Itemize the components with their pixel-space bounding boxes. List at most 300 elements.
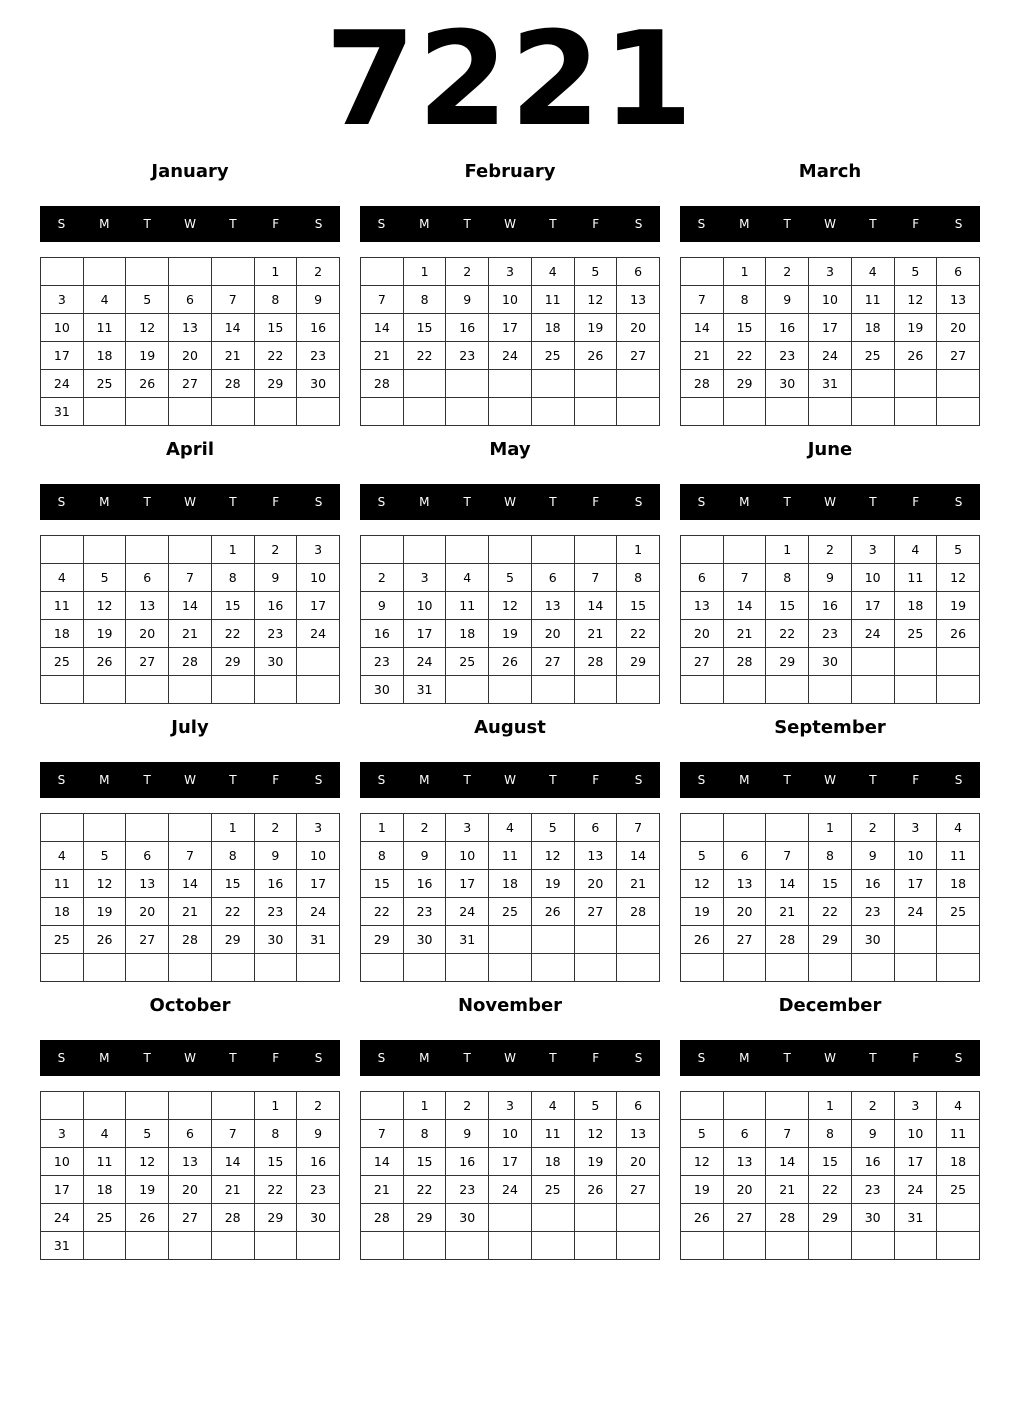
day-cell: 7 <box>574 564 617 592</box>
day-cell: 28 <box>766 1204 809 1232</box>
day-cell: 27 <box>937 342 980 370</box>
month-name: November <box>457 995 563 1016</box>
weekday-label: W <box>504 773 516 787</box>
day-cell: 22 <box>723 342 766 370</box>
day-cell: 28 <box>361 1204 404 1232</box>
day-cell <box>681 676 724 704</box>
weekday-label: T <box>869 495 877 509</box>
week-row <box>361 870 660 898</box>
day-cell <box>489 926 532 954</box>
day-cell: 9 <box>361 592 404 620</box>
day-cell: 16 <box>851 870 894 898</box>
day-cell: 7 <box>169 842 212 870</box>
day-cell <box>361 258 404 286</box>
week-row <box>681 314 980 342</box>
day-cell: 5 <box>681 842 724 870</box>
day-cell: 2 <box>254 536 297 564</box>
day-cell: 19 <box>574 1148 617 1176</box>
day-cell: 13 <box>617 1120 660 1148</box>
day-cell <box>574 1232 617 1260</box>
weekday-label: S <box>634 217 643 231</box>
week-row <box>41 286 340 314</box>
day-cell: 7 <box>766 1120 809 1148</box>
day-cell <box>126 1232 169 1260</box>
week-row <box>41 314 340 342</box>
week-row <box>41 1120 340 1148</box>
day-cell <box>937 370 980 398</box>
day-cell: 27 <box>723 1204 766 1232</box>
week-row <box>361 536 660 564</box>
day-cell: 11 <box>446 592 489 620</box>
weekday-label: F <box>592 495 600 509</box>
day-cell <box>681 1232 724 1260</box>
day-cell <box>297 954 340 982</box>
day-cell: 20 <box>617 1148 660 1176</box>
day-cell <box>809 398 852 426</box>
day-cell <box>254 676 297 704</box>
day-cell: 23 <box>851 1176 894 1204</box>
day-cell: 26 <box>489 648 532 676</box>
day-cell: 9 <box>446 286 489 314</box>
day-cell <box>531 398 574 426</box>
day-cell: 13 <box>937 286 980 314</box>
day-cell: 27 <box>617 1176 660 1204</box>
day-cell: 8 <box>211 564 254 592</box>
day-cell: 8 <box>403 1120 446 1148</box>
day-cell: 11 <box>531 1120 574 1148</box>
day-cell: 24 <box>446 898 489 926</box>
day-cell: 30 <box>297 370 340 398</box>
day-cell: 15 <box>211 592 254 620</box>
day-cell <box>681 814 724 842</box>
day-cell: 19 <box>489 620 532 648</box>
day-cell: 22 <box>809 1176 852 1204</box>
day-cell: 4 <box>531 258 574 286</box>
day-cell: 19 <box>681 898 724 926</box>
day-cell <box>83 1092 126 1120</box>
day-cell: 19 <box>126 342 169 370</box>
day-cell: 1 <box>766 536 809 564</box>
weekday-label: S <box>314 217 323 231</box>
day-cell: 1 <box>211 536 254 564</box>
week-row <box>681 592 980 620</box>
day-cell: 4 <box>894 536 937 564</box>
day-cell: 25 <box>41 648 84 676</box>
day-cell: 4 <box>446 564 489 592</box>
day-cell: 16 <box>766 314 809 342</box>
weekday-header <box>360 762 660 798</box>
week-row <box>41 676 340 704</box>
weekday-label: M <box>99 1051 110 1065</box>
day-cell <box>41 676 84 704</box>
weekday-label: F <box>912 1051 920 1065</box>
day-cell <box>41 814 84 842</box>
day-cell: 8 <box>766 564 809 592</box>
day-cell: 5 <box>126 286 169 314</box>
week-row <box>681 648 980 676</box>
day-cell <box>297 648 340 676</box>
day-cell <box>723 1232 766 1260</box>
day-cell: 6 <box>126 842 169 870</box>
week-row <box>681 370 980 398</box>
week-row <box>41 842 340 870</box>
day-cell <box>446 398 489 426</box>
weekday-label: S <box>697 1051 706 1065</box>
week-row <box>41 1148 340 1176</box>
day-cell <box>809 676 852 704</box>
day-cell: 1 <box>403 258 446 286</box>
weekday-label: W <box>504 217 516 231</box>
day-cell: 31 <box>403 676 446 704</box>
day-cell: 9 <box>851 842 894 870</box>
day-cell: 18 <box>83 342 126 370</box>
weekday-label: T <box>549 773 557 787</box>
week-row <box>41 898 340 926</box>
weekday-label: M <box>419 495 430 509</box>
day-cell: 19 <box>894 314 937 342</box>
day-cell: 8 <box>211 842 254 870</box>
day-cell: 6 <box>723 842 766 870</box>
day-cell: 1 <box>403 1092 446 1120</box>
day-cell <box>126 536 169 564</box>
day-cell: 7 <box>766 842 809 870</box>
month-name: May <box>489 439 531 460</box>
day-cell: 14 <box>169 592 212 620</box>
weekday-label: S <box>954 773 963 787</box>
day-cell: 10 <box>41 314 84 342</box>
weekday-label: S <box>634 495 643 509</box>
week-row <box>41 1232 340 1260</box>
day-cell <box>489 536 532 564</box>
weekday-header <box>40 762 340 798</box>
day-cell <box>937 398 980 426</box>
day-cell: 27 <box>574 898 617 926</box>
day-cell <box>489 1232 532 1260</box>
day-cell: 23 <box>446 342 489 370</box>
day-cell: 21 <box>361 1176 404 1204</box>
day-cell: 5 <box>681 1120 724 1148</box>
day-cell: 31 <box>297 926 340 954</box>
day-cell <box>83 954 126 982</box>
day-cell <box>446 676 489 704</box>
weekday-label: S <box>377 495 386 509</box>
month-name: April <box>165 439 215 460</box>
day-cell <box>531 536 574 564</box>
day-cell: 20 <box>169 342 212 370</box>
weekday-label: T <box>143 495 151 509</box>
day-cell: 10 <box>809 286 852 314</box>
day-cell <box>809 1232 852 1260</box>
weekday-label: S <box>954 217 963 231</box>
day-cell <box>126 814 169 842</box>
day-cell <box>766 1232 809 1260</box>
day-cell: 20 <box>681 620 724 648</box>
day-cell: 3 <box>851 536 894 564</box>
day-cell: 12 <box>531 842 574 870</box>
day-cell: 12 <box>574 1120 617 1148</box>
day-cell: 2 <box>851 1092 894 1120</box>
day-cell: 29 <box>403 1204 446 1232</box>
week-row <box>361 342 660 370</box>
day-cell: 21 <box>723 620 766 648</box>
week-row <box>361 398 660 426</box>
week-row <box>681 954 980 982</box>
weekday-label: S <box>314 1051 323 1065</box>
day-cell: 1 <box>211 814 254 842</box>
day-cell: 10 <box>297 842 340 870</box>
day-cell: 2 <box>254 814 297 842</box>
day-cell: 22 <box>403 342 446 370</box>
weekday-label: M <box>99 217 110 231</box>
day-cell <box>531 954 574 982</box>
week-row <box>361 1232 660 1260</box>
weekday-header <box>360 206 660 242</box>
week-row <box>681 1148 980 1176</box>
day-cell: 25 <box>531 342 574 370</box>
day-cell: 10 <box>894 1120 937 1148</box>
day-cell <box>403 536 446 564</box>
weekday-label: T <box>463 1051 471 1065</box>
day-cell <box>446 954 489 982</box>
day-cell: 8 <box>403 286 446 314</box>
day-cell: 18 <box>489 870 532 898</box>
weekday-label: T <box>869 773 877 787</box>
day-grid <box>680 535 980 704</box>
day-cell: 4 <box>41 842 84 870</box>
day-cell <box>851 648 894 676</box>
week-row <box>361 842 660 870</box>
day-cell <box>169 676 212 704</box>
day-cell <box>681 1092 724 1120</box>
day-cell: 24 <box>41 1204 84 1232</box>
day-cell: 7 <box>211 1120 254 1148</box>
day-cell: 29 <box>617 648 660 676</box>
week-row <box>361 1092 660 1120</box>
day-grid <box>40 813 340 982</box>
day-cell: 4 <box>851 258 894 286</box>
day-cell: 30 <box>297 1204 340 1232</box>
day-cell: 13 <box>126 870 169 898</box>
day-cell <box>403 370 446 398</box>
weekday-label: W <box>824 773 836 787</box>
day-cell: 22 <box>809 898 852 926</box>
weekday-label: W <box>504 1051 516 1065</box>
day-cell: 2 <box>361 564 404 592</box>
month-name: December <box>778 995 882 1016</box>
day-grid <box>360 1091 660 1260</box>
day-cell: 24 <box>403 648 446 676</box>
day-cell <box>531 1232 574 1260</box>
week-row <box>361 564 660 592</box>
day-cell: 4 <box>83 286 126 314</box>
month-name: February <box>464 161 556 182</box>
day-cell: 22 <box>254 1176 297 1204</box>
week-row <box>361 676 660 704</box>
weekday-label: F <box>272 1051 280 1065</box>
weekday-label: M <box>99 773 110 787</box>
day-cell: 1 <box>617 536 660 564</box>
week-row <box>41 814 340 842</box>
day-cell <box>361 398 404 426</box>
day-cell: 16 <box>446 314 489 342</box>
day-cell <box>766 954 809 982</box>
weekday-label: M <box>739 773 750 787</box>
day-cell <box>766 1092 809 1120</box>
day-cell: 17 <box>41 1176 84 1204</box>
day-grid <box>40 535 340 704</box>
day-cell: 9 <box>254 564 297 592</box>
day-cell: 28 <box>681 370 724 398</box>
day-cell: 5 <box>489 564 532 592</box>
day-cell <box>681 258 724 286</box>
day-cell: 31 <box>41 398 84 426</box>
day-cell <box>297 676 340 704</box>
day-cell <box>894 926 937 954</box>
day-cell: 6 <box>169 286 212 314</box>
day-cell: 15 <box>254 1148 297 1176</box>
day-cell: 11 <box>489 842 532 870</box>
day-cell: 31 <box>41 1232 84 1260</box>
day-cell: 9 <box>403 842 446 870</box>
week-row <box>681 1092 980 1120</box>
day-cell: 29 <box>211 926 254 954</box>
day-cell: 22 <box>211 620 254 648</box>
day-cell <box>211 1092 254 1120</box>
day-cell: 23 <box>361 648 404 676</box>
day-cell: 18 <box>937 870 980 898</box>
weekday-label: T <box>463 217 471 231</box>
day-cell <box>851 676 894 704</box>
day-cell: 14 <box>681 314 724 342</box>
day-cell: 20 <box>126 898 169 926</box>
day-grid <box>360 257 660 426</box>
day-cell: 27 <box>531 648 574 676</box>
day-cell <box>41 536 84 564</box>
weekday-label: S <box>954 1051 963 1065</box>
week-row <box>361 926 660 954</box>
day-cell: 8 <box>723 286 766 314</box>
week-row <box>361 814 660 842</box>
day-cell: 15 <box>211 870 254 898</box>
week-row <box>361 1148 660 1176</box>
day-cell <box>723 1092 766 1120</box>
day-cell: 13 <box>617 286 660 314</box>
day-cell: 30 <box>809 648 852 676</box>
day-cell: 21 <box>766 1176 809 1204</box>
year-title: 7221 <box>325 3 695 155</box>
day-cell: 17 <box>894 1148 937 1176</box>
day-cell: 6 <box>723 1120 766 1148</box>
day-cell: 30 <box>403 926 446 954</box>
day-cell: 16 <box>446 1148 489 1176</box>
weekday-label: W <box>504 495 516 509</box>
day-cell <box>531 926 574 954</box>
day-cell: 31 <box>809 370 852 398</box>
month-name: January <box>151 161 229 182</box>
day-cell: 4 <box>937 1092 980 1120</box>
weekday-label: T <box>229 773 237 787</box>
weekday-label: T <box>229 1051 237 1065</box>
month-name: July <box>171 717 209 738</box>
day-cell: 21 <box>211 1176 254 1204</box>
week-row <box>41 536 340 564</box>
day-cell: 18 <box>446 620 489 648</box>
day-cell: 30 <box>851 1204 894 1232</box>
day-cell: 13 <box>723 1148 766 1176</box>
day-cell: 10 <box>489 286 532 314</box>
day-cell: 17 <box>851 592 894 620</box>
day-cell: 17 <box>403 620 446 648</box>
day-cell: 17 <box>489 1148 532 1176</box>
weekday-label: S <box>57 773 66 787</box>
weekday-label: W <box>184 217 196 231</box>
week-row <box>681 286 980 314</box>
weekday-label: W <box>824 1051 836 1065</box>
day-cell: 12 <box>126 1148 169 1176</box>
weekday-label: S <box>697 495 706 509</box>
day-cell <box>254 954 297 982</box>
weekday-header <box>40 484 340 520</box>
day-cell: 23 <box>809 620 852 648</box>
weekday-header <box>40 206 340 242</box>
weekday-label: F <box>592 1051 600 1065</box>
day-cell: 16 <box>809 592 852 620</box>
day-cell: 3 <box>297 814 340 842</box>
day-cell <box>403 398 446 426</box>
day-cell: 2 <box>297 1092 340 1120</box>
day-cell <box>126 398 169 426</box>
day-cell: 21 <box>617 870 660 898</box>
day-cell: 12 <box>489 592 532 620</box>
day-grid <box>680 1091 980 1260</box>
day-cell <box>489 676 532 704</box>
week-row <box>41 926 340 954</box>
day-cell: 21 <box>766 898 809 926</box>
weekday-label: T <box>463 495 471 509</box>
day-cell: 7 <box>681 286 724 314</box>
day-cell: 1 <box>254 1092 297 1120</box>
week-row <box>681 898 980 926</box>
day-cell: 30 <box>766 370 809 398</box>
day-cell: 24 <box>851 620 894 648</box>
week-row <box>41 1176 340 1204</box>
day-cell: 6 <box>574 814 617 842</box>
weekday-label: T <box>229 495 237 509</box>
day-cell <box>617 926 660 954</box>
day-cell <box>211 1232 254 1260</box>
weekday-label: M <box>739 495 750 509</box>
day-cell: 28 <box>574 648 617 676</box>
day-cell <box>83 536 126 564</box>
day-cell: 25 <box>489 898 532 926</box>
day-cell: 16 <box>403 870 446 898</box>
week-row <box>361 1204 660 1232</box>
day-cell <box>937 926 980 954</box>
week-row <box>361 592 660 620</box>
day-cell: 15 <box>403 1148 446 1176</box>
day-cell: 27 <box>723 926 766 954</box>
day-cell: 1 <box>809 814 852 842</box>
day-cell: 21 <box>681 342 724 370</box>
weekday-label: F <box>272 217 280 231</box>
day-cell: 15 <box>809 870 852 898</box>
day-cell <box>211 676 254 704</box>
weekday-label: S <box>634 773 643 787</box>
weekday-label: W <box>184 1051 196 1065</box>
day-cell: 3 <box>809 258 852 286</box>
day-cell: 26 <box>126 1204 169 1232</box>
week-row <box>681 870 980 898</box>
